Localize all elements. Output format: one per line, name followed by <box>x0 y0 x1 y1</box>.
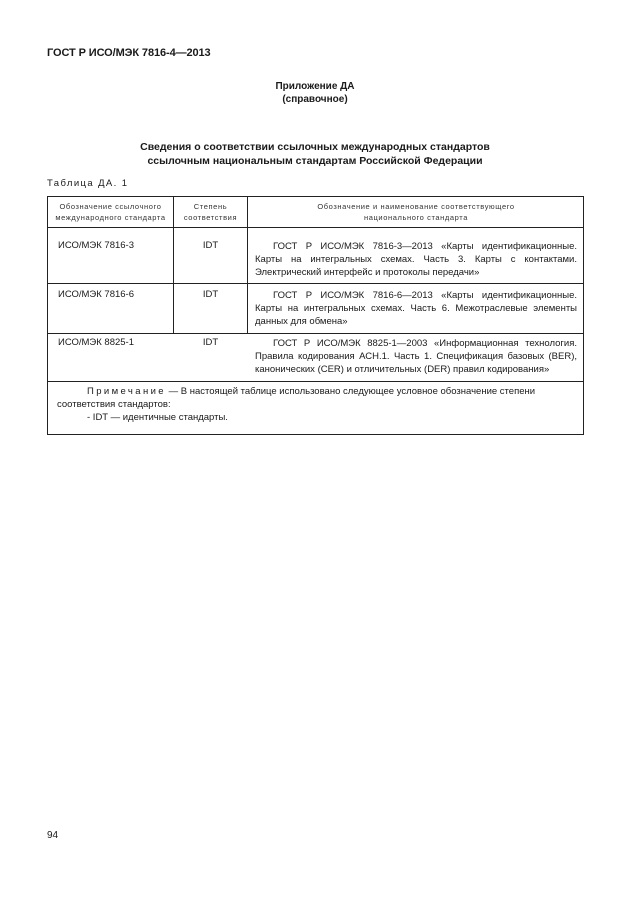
row-divider <box>48 283 583 284</box>
section-heading-line1: Сведения о соответствии ссылочных международных стандартов <box>140 141 490 153</box>
table-note <box>57 385 576 424</box>
header-national-standard <box>248 201 584 223</box>
table-row-national: ГОСТ Р ИСО/МЭК 8825-1—2003 «Информационная технология. Правила кодирования АСН.1. Часть 1. Спецификация базовых (BER), канонических (CER) и отличительных (DER) правил кодирования» <box>255 338 577 375</box>
section-heading-line2: ссылочным национальным стандартам Российской Федерации <box>147 155 483 167</box>
annex-title: Приложение ДА <box>275 81 355 92</box>
header-text: Степень <box>193 202 228 211</box>
header-ref-standard <box>48 201 173 223</box>
table-row-ref: ИСО/МЭК 8825-1 <box>58 337 135 348</box>
header-text: национального стандарта <box>364 213 468 222</box>
header-divider <box>48 227 583 228</box>
header-text: международного стандарта <box>55 213 166 222</box>
table-row-degree: IDT <box>202 240 219 251</box>
table-row-ref: ИСО/МЭК 7816-6 <box>58 289 135 300</box>
table-row-degree: IDT <box>202 289 219 300</box>
page-number: 94 <box>47 830 59 841</box>
document-code: ГОСТ Р ИСО/МЭК 7816-4—2013 <box>47 47 211 59</box>
note-item: - IDT — идентичные стандарты. <box>87 412 228 423</box>
correspondence-table <box>47 196 584 435</box>
table-label: Таблица ДА. 1 <box>47 178 129 189</box>
note-text: — В настоящей таблице использовано следующее условное обозначение степени соответствия стандартов: <box>57 386 536 410</box>
header-degree <box>174 201 247 223</box>
header-text: Обозначение ссылочного <box>59 202 162 211</box>
row-divider <box>48 333 583 334</box>
table-row-national: ГОСТ Р ИСО/МЭК 7816-3—2013 «Карты идентификационные. Карты на интегральных схемах. Часть 3. Карты с контактами. Электрический интерфейс и протоколы передачи» <box>255 241 577 278</box>
note-divider <box>48 381 583 382</box>
note-label: Примечание <box>87 386 166 397</box>
header-text: соответствия <box>183 213 238 222</box>
table-row-ref: ИСО/МЭК 7816-3 <box>58 240 135 251</box>
annex-subtitle: (справочное) <box>282 94 348 105</box>
table-row-degree: IDT <box>202 337 219 348</box>
table-row-national: ГОСТ Р ИСО/МЭК 7816-6—2013 «Карты идентификационные. Карты на интегральных схемах. Часть 6. Межотраслевые элементы данных для обмена» <box>255 290 577 327</box>
header-text: Обозначение и наименование соответствующего <box>317 202 515 211</box>
